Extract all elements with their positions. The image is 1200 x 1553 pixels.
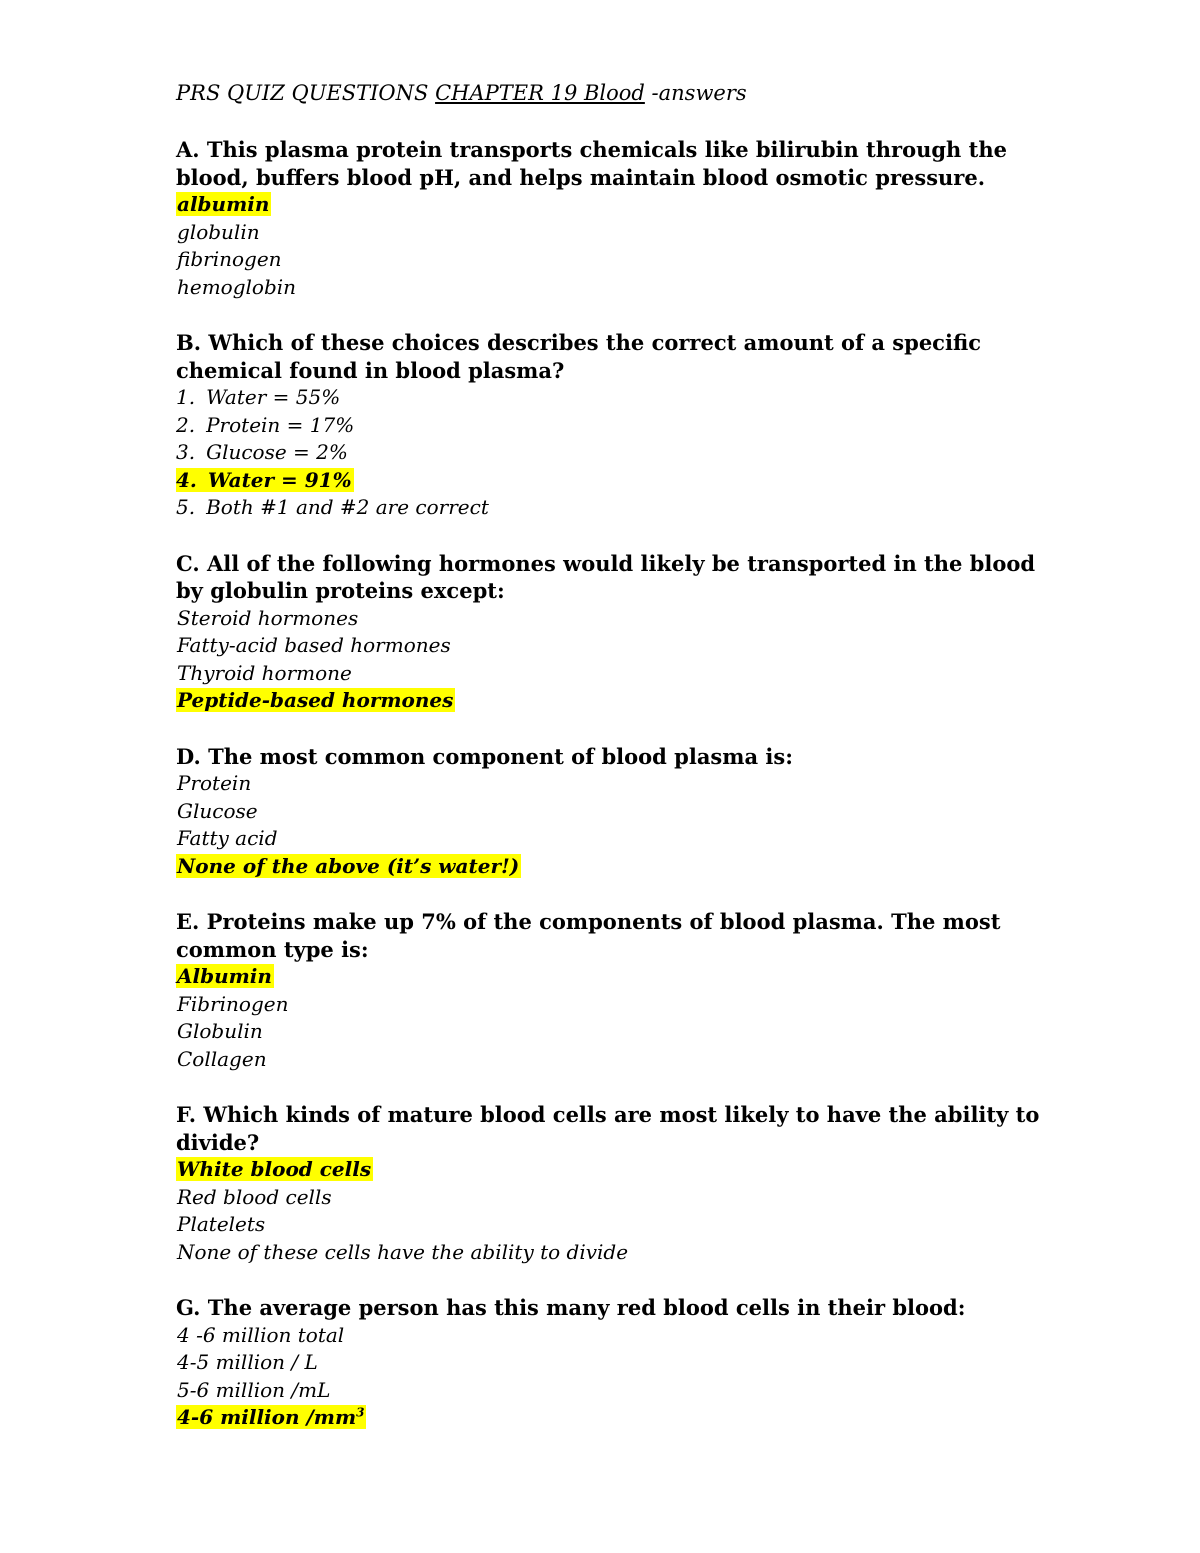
choice-text (176, 1019, 265, 1043)
answer-choice-correct (176, 687, 1056, 715)
answer-choice (176, 825, 1056, 853)
choice-text (176, 220, 262, 244)
choice-number: 5. (176, 495, 196, 519)
title-suffix: -answers (644, 81, 747, 105)
answer-choice (176, 1377, 1056, 1405)
choice-text (176, 275, 298, 299)
choice-label: Platelets (177, 1212, 266, 1236)
choice-label: White blood cells (177, 1157, 372, 1181)
question-text: C. All of the following hormones would likely be transported in the blood by globulin proteins except: (176, 550, 1036, 603)
choice-label: Albumin (177, 964, 272, 988)
answer-choice (176, 439, 1056, 467)
choice-list (176, 605, 1056, 715)
question-block (176, 136, 1056, 301)
choice-label: Protein = 17% (206, 412, 355, 437)
choice-label: hemoglobin (177, 274, 297, 299)
question-block (176, 743, 1056, 881)
answer-choice-correct (176, 853, 1056, 881)
answer-choice (176, 1322, 1056, 1350)
choice-text (205, 385, 342, 409)
answer-choice (176, 770, 1056, 798)
question-text: A. This plasma protein transports chemicals like bilirubin through the blood, buffers blood pH, and helps maintain blood osmotic pressure. (176, 137, 1007, 190)
answer-choice-correct (176, 1404, 1056, 1432)
choice-text (176, 192, 271, 216)
answer-choice (176, 1018, 1056, 1046)
question-text: G. The average person has this many red blood cells in their blood: (176, 1295, 966, 1320)
question-block (176, 329, 1056, 522)
question-block (176, 1101, 1056, 1266)
document-title (176, 78, 1056, 108)
choice-label: Red blood cells (177, 1184, 332, 1209)
title-chapter: CHAPTER 19 Blood (435, 81, 645, 105)
choice-text (176, 1240, 630, 1264)
choice-label: Fibrinogen (177, 991, 289, 1016)
choice-text (176, 1157, 373, 1181)
choice-text (176, 633, 453, 657)
choice-label: Glucose = 2% (206, 440, 348, 464)
answer-choice-correct (176, 191, 1056, 219)
choice-text (176, 826, 280, 850)
question-text: D. The most common component of blood plasma is: (176, 743, 793, 769)
choice-text (176, 1047, 269, 1071)
choice-label: globulin (177, 219, 260, 244)
question-block (176, 550, 1056, 715)
choice-label: Water = 55% (206, 385, 341, 409)
answer-choice (176, 412, 1056, 440)
choice-text (205, 440, 350, 464)
choice-label: Protein (177, 771, 252, 795)
choice-label: Fatty-acid based hormones (177, 633, 451, 657)
choice-text (176, 661, 354, 685)
answer-choice (176, 991, 1056, 1019)
choice-label: Water = 91% (207, 467, 352, 492)
choice-text (176, 1378, 332, 1402)
document-content (176, 78, 1056, 1460)
choice-label: None of these cells have the ability to divide (177, 1239, 629, 1264)
choice-text (176, 964, 274, 988)
answer-choice (176, 605, 1056, 633)
choice-label: Both #1 and #2 are correct (206, 495, 489, 519)
answer-choice (176, 632, 1056, 660)
choice-list (176, 963, 1056, 1073)
choice-text (176, 688, 455, 712)
choice-text (176, 1212, 267, 1236)
choice-text (176, 1185, 334, 1209)
choice-text (176, 1405, 366, 1429)
answer-choice-correct (176, 963, 1056, 991)
choice-text (176, 799, 260, 823)
choice-label: Globulin (177, 1019, 263, 1043)
answer-choice (176, 1211, 1056, 1239)
choice-text (207, 468, 354, 492)
choice-list (176, 1322, 1056, 1432)
question-text: B. Which of these choices describes the correct amount of a specific chemical found in blood plasma? (176, 330, 981, 383)
question-list (176, 136, 1056, 1432)
answer-choice (176, 219, 1056, 247)
choice-text (176, 1323, 346, 1347)
answer-choice (176, 1184, 1056, 1212)
answer-choice (176, 1239, 1056, 1267)
choice-label: Glucose (177, 798, 258, 823)
choice-text (205, 413, 356, 437)
answer-choice (176, 246, 1056, 274)
choice-text (176, 771, 253, 795)
answer-choice (176, 274, 1056, 302)
question-text: E. Proteins make up 7% of the components of blood plasma. The most common type is: (176, 909, 1001, 962)
answer-choice (176, 1349, 1056, 1377)
choice-text (176, 854, 521, 878)
choice-number: 3. (176, 440, 196, 464)
choice-text (176, 247, 284, 271)
choice-text (176, 606, 360, 630)
answer-choice-correct (176, 467, 1056, 495)
choice-label: 5-6 million /mL (177, 1377, 331, 1402)
choice-label: 4 -6 million total (177, 1322, 345, 1347)
choice-text (176, 992, 290, 1016)
choice-label: Peptide-based hormones (177, 688, 454, 712)
choice-label: Fatty acid (177, 826, 278, 850)
choice-number: 2. (176, 412, 196, 437)
choice-list (176, 770, 1056, 880)
question-block (176, 1294, 1056, 1432)
choice-list (176, 191, 1056, 301)
choice-label: Collagen (177, 1046, 267, 1071)
choice-label: Steroid hormones (177, 605, 359, 630)
choice-label: 4-5 million / L (177, 1350, 318, 1374)
answer-choice (176, 494, 1056, 522)
choice-label: fibrinogen (177, 247, 282, 271)
choice-list (176, 1156, 1056, 1266)
title-prefix: PRS QUIZ QUESTIONS (176, 81, 436, 105)
answer-choice (176, 1046, 1056, 1074)
choice-number: 1. (176, 385, 196, 409)
choice-label: None of the above (it’s water!) (177, 853, 520, 878)
choice-superscript: 3 (356, 1405, 365, 1420)
choice-text (176, 1350, 320, 1374)
question-text: F. Which kinds of mature blood cells are most likely to have the ability to divide? (176, 1102, 1040, 1155)
choice-label: 4-6 million /mm (177, 1405, 357, 1429)
choice-text (205, 495, 491, 519)
answer-choice (176, 798, 1056, 826)
answer-choice-correct (176, 1156, 1056, 1184)
choice-label: albumin (177, 192, 270, 216)
choice-label: Thyroid hormone (177, 660, 352, 685)
answer-choice (176, 384, 1056, 412)
answer-choice (176, 660, 1056, 688)
choice-number: 4. (176, 468, 207, 492)
choice-list (176, 384, 1056, 522)
question-block (176, 908, 1056, 1073)
